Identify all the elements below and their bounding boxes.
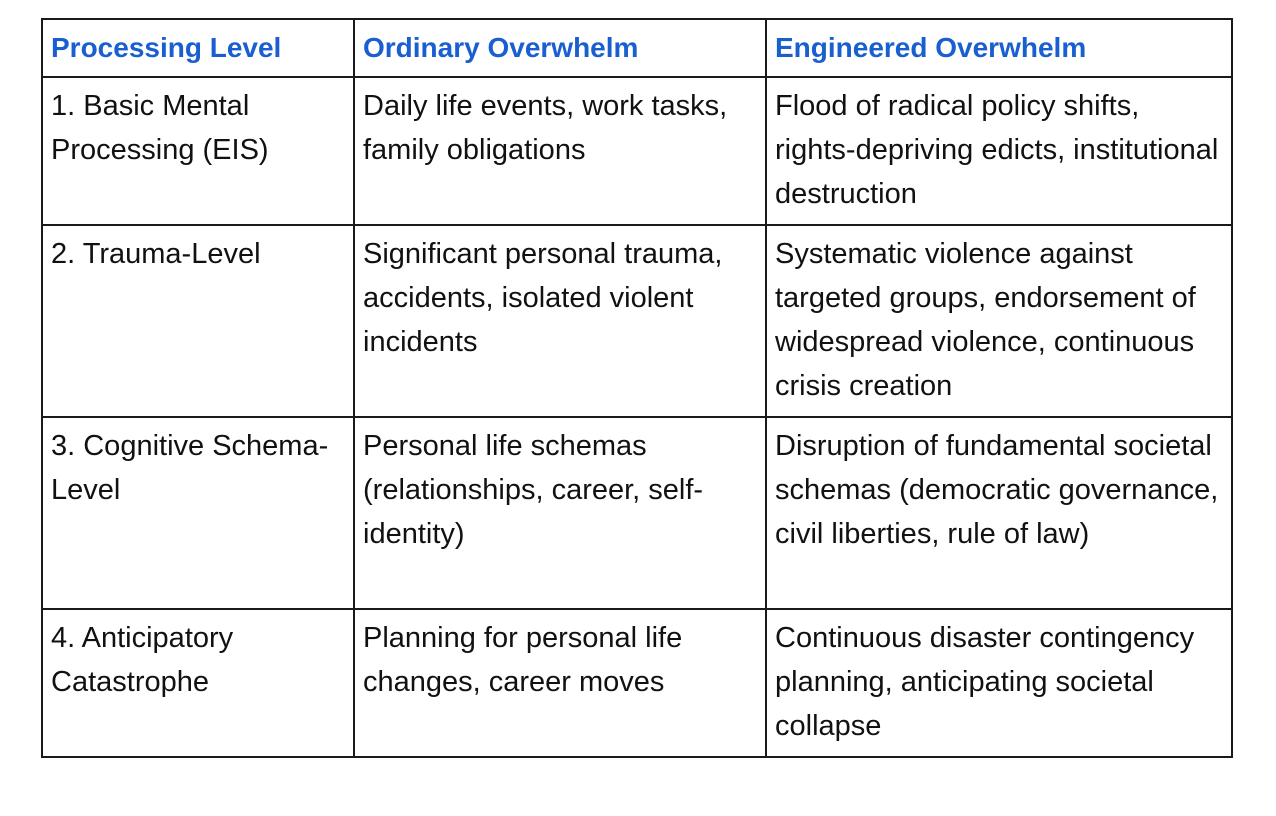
cell-engineered-overwhelm: Continuous disaster contingency planning, anticipating societal collapse bbox=[766, 609, 1232, 757]
cell-engineered-overwhelm: Disruption of fundamental societal schemas (democratic governance, civil liberties, rule of law) bbox=[766, 417, 1232, 609]
cell-engineered-overwhelm: Flood of radical policy shifts, rights-depriving edicts, institutional destruction bbox=[766, 77, 1232, 225]
header-ordinary-overwhelm: Ordinary Overwhelm bbox=[354, 19, 766, 77]
cell-processing-level: 3. Cognitive Schema-Level bbox=[42, 417, 354, 609]
cell-engineered-overwhelm: Systematic violence against targeted groups, endorsement of widespread violence, continuous crisis creation bbox=[766, 225, 1232, 417]
cell-processing-level: 1. Basic Mental Processing (EIS) bbox=[42, 77, 354, 225]
table-row bbox=[42, 225, 1232, 417]
overwhelm-comparison-table bbox=[41, 18, 1233, 758]
cell-ordinary-overwhelm: Significant personal trauma, accidents, isolated violent incidents bbox=[354, 225, 766, 417]
cell-ordinary-overwhelm: Personal life schemas (relationships, career, self-identity) bbox=[354, 417, 766, 609]
header-row bbox=[42, 19, 1232, 77]
table-row bbox=[42, 77, 1232, 225]
cell-ordinary-overwhelm: Planning for personal life changes, career moves bbox=[354, 609, 766, 757]
table-row bbox=[42, 417, 1232, 609]
cell-ordinary-overwhelm: Daily life events, work tasks, family obligations bbox=[354, 77, 766, 225]
table-body bbox=[42, 77, 1232, 757]
cell-processing-level: 2. Trauma-Level bbox=[42, 225, 354, 417]
table-header bbox=[42, 19, 1232, 77]
header-engineered-overwhelm: Engineered Overwhelm bbox=[766, 19, 1232, 77]
header-processing-level: Processing Level bbox=[42, 19, 354, 77]
cell-processing-level: 4. Anticipatory Catastrophe bbox=[42, 609, 354, 757]
table-row bbox=[42, 609, 1232, 757]
